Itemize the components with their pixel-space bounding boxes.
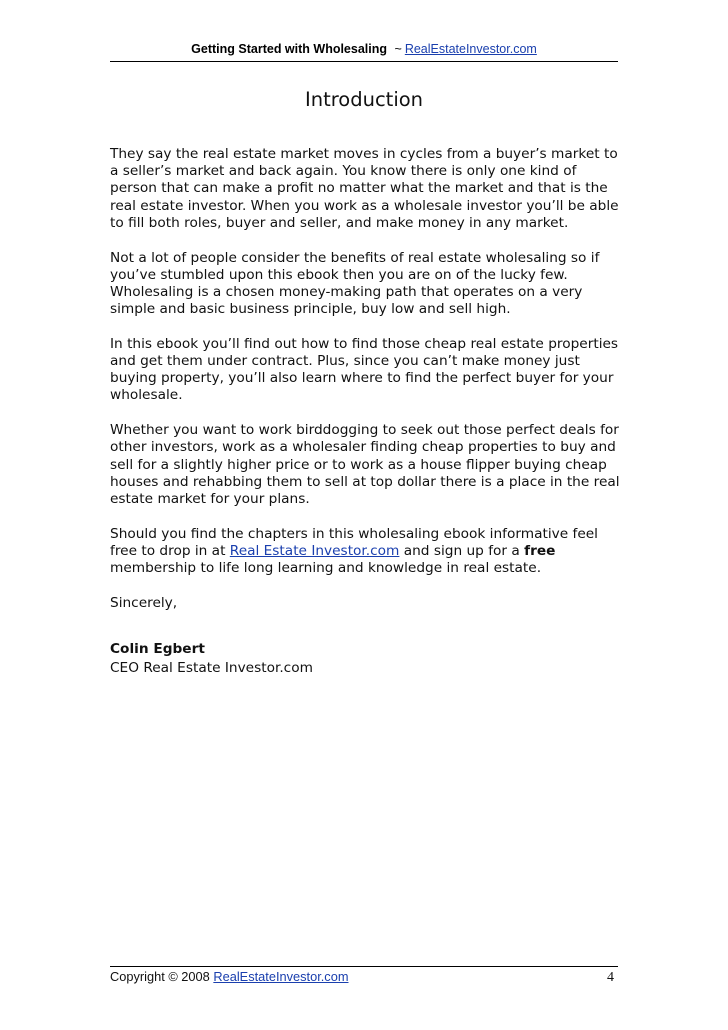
body-content xyxy=(110,146,622,629)
paragraph-2: Not a lot of people consider the benefits of real estate wholesaling so if you’ve stumbled upon this ebook then you are on of the lucky few. Wholesaling is a chosen money-making path that operates on a very simple and basic business principle, buy low and sell high. xyxy=(110,249,600,318)
signature-block xyxy=(110,640,313,678)
paragraph-5-text-middle: and sign up for a xyxy=(399,542,525,559)
header-rule xyxy=(110,61,618,62)
paragraph-4: Whether you want to work birddogging to seek out those perfect deals for other investors, work as a wholesaler finding cheap properties to buy and sell for a slightly higher price or to work as a house flipper buying cheap houses and rehabbing them to sell at top dollar there is a place in the real estate market for your plans. xyxy=(110,422,620,507)
paragraph-5-text-end: membership to life long learning and knowledge in real estate. xyxy=(110,560,542,577)
paragraph-3: In this ebook you’ll find out how to find those cheap real estate properties and get them under contract. Plus, since you can’t make money just buying property, you’ll also learn where to find the perfect buyer for your wholesale. xyxy=(110,335,619,404)
closing-line: Sincerely, xyxy=(110,594,178,611)
paragraph-5 xyxy=(110,526,622,578)
header-separator: ~ xyxy=(394,42,402,56)
header-title: Getting Started with Wholesaling xyxy=(191,42,388,56)
page-title: Introduction xyxy=(304,88,424,111)
page-footer xyxy=(110,969,620,984)
header-site-link[interactable]: RealEstateInvestor.com xyxy=(404,42,537,56)
footer-rule xyxy=(110,966,618,967)
footer-site-link[interactable]: RealEstateInvestor.com xyxy=(213,969,349,984)
real-estate-investor-link[interactable]: Real Estate Investor.com xyxy=(229,542,400,559)
page-number: 4 xyxy=(607,970,614,985)
signature-title: CEO Real Estate Investor.com xyxy=(110,660,313,676)
page-header xyxy=(0,42,728,56)
free-emphasis: free xyxy=(524,542,556,559)
paragraph-1: They say the real estate market moves in cycles from a buyer’s market to a seller’s market and back again. You know there is only one kind of person that can make a profit no matter what the market and that is the real estate investor. When you work as a wholesale investor you’ll be able to fill both roles, buyer and seller, and make money in any market. xyxy=(110,146,619,231)
footer-copyright: Copyright © 2008 xyxy=(110,969,214,984)
paragraph-5-text-start: Should you find the chapters in this wholesaling ebook informative feel free to drop in at xyxy=(110,525,598,559)
signature-name: Colin Egbert xyxy=(110,641,205,657)
